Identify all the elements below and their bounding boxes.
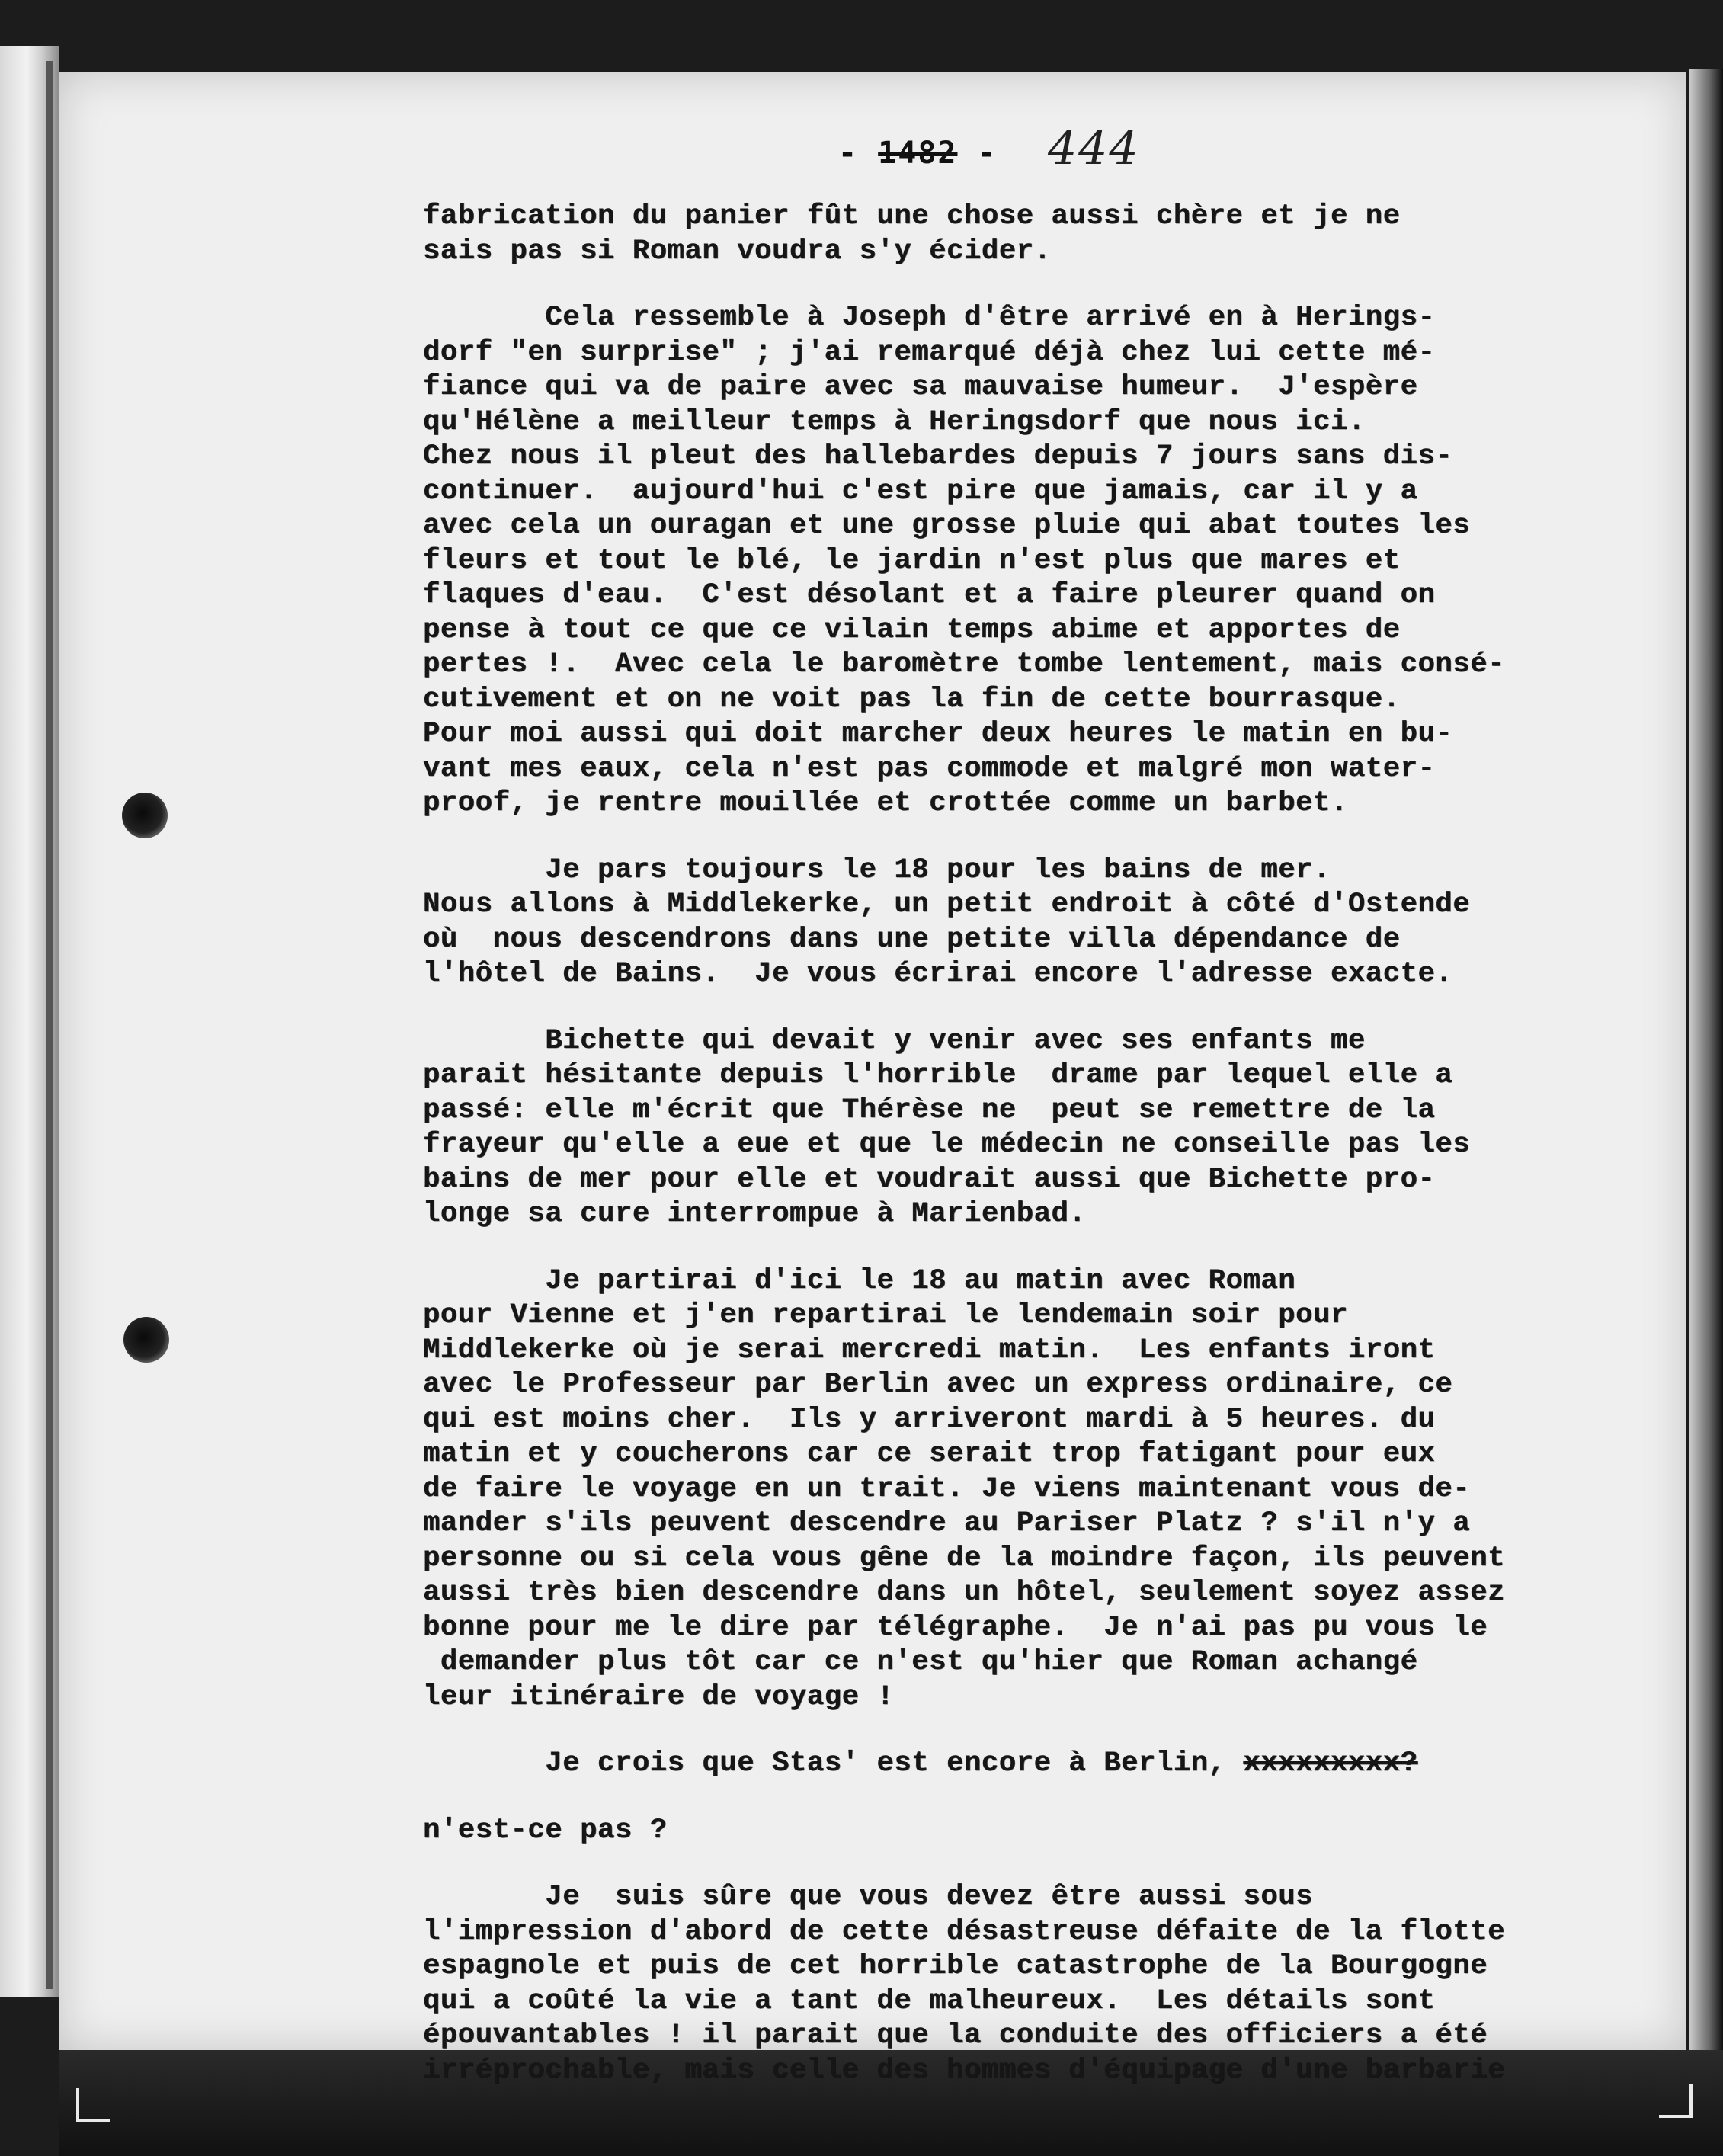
text-line <box>423 1747 1657 1782</box>
line-gap <box>423 1782 1657 1814</box>
text-line: bonne pour me le dire par télégraphe. Je n'ai pas pu vous le <box>423 1611 1488 1644</box>
page-number-prefix: - <box>838 136 879 171</box>
text-line: vant mes eaux, cela n'est pas commode et malgré mon water- <box>423 752 1436 785</box>
paragraph-gap <box>423 1848 1657 1880</box>
paragraph <box>423 854 1657 992</box>
line-text: Je crois que Stas' est encore à Berlin, <box>423 1748 1244 1780</box>
punch-hole-top <box>122 793 168 838</box>
paragraph <box>423 1264 1657 1716</box>
text-line: longe sa cure interrompue à Marienbad. <box>423 1198 1087 1230</box>
text-line: qu'Hélène a meilleur temps à Heringsdorf que nous ici. <box>423 405 1366 438</box>
text-line: où nous descendrons dans une petite villa dépendance de <box>423 923 1401 956</box>
text-line: qui a coûté la vie a tant de malheureux. Les détails sont <box>423 1985 1436 2017</box>
text-line: bains de mer pour elle et voudrait aussi que Bichette pro- <box>423 1163 1436 1196</box>
text-line: Bichette qui devait y venir avec ses enfants me <box>423 1024 1366 1057</box>
text-line: qui est moins cher. Ils y arriveront mardi à 5 heures. du <box>423 1403 1436 1436</box>
text-line: mander s'ils peuvent descendre au Pariser Platz ? s'il n'y a <box>423 1507 1471 1539</box>
text-line: pour Vienne et j'en repartirai le lendemain soir pour <box>423 1299 1348 1331</box>
text-line: dorf "en surprise" ; j'ai remarqué déjà chez lui cette mé- <box>423 336 1436 369</box>
text-line: demander plus tôt car ce n'est qu'hier que Roman achangé <box>423 1646 1418 1678</box>
text-line: Nous allons à Middlekerke, un petit endroit à côté d'Ostende <box>423 889 1471 921</box>
text-line: sais pas si Roman voudra s'y écider. <box>423 235 1052 267</box>
paragraph-gap <box>423 269 1657 301</box>
text-line: l'impression d'abord de cette désastreuse défaite de la flotte <box>423 1915 1506 1948</box>
text-line: de faire le voyage en un trait. Je viens maintenant vous de- <box>423 1472 1471 1505</box>
paragraph <box>423 1024 1657 1232</box>
text-line: fleurs et tout le blé, le jardin n'est plus que mares et <box>423 544 1401 577</box>
text-line: matin et y coucherons car ce serait trop fatigant pour eux <box>423 1438 1436 1470</box>
letter-body <box>423 200 1657 2088</box>
text-line: Pour moi aussi qui doit marcher deux heures le matin en bu- <box>423 718 1453 750</box>
paragraph-gap <box>423 1715 1657 1747</box>
handwritten-page-number: 444 <box>1048 122 1140 175</box>
page-stack-edge <box>1689 69 1723 2050</box>
binder-edge <box>46 61 53 1989</box>
page-number-suffix: - <box>957 136 998 171</box>
text-line: personne ou si cela vous gêne de la moindre façon, ils peuvent <box>423 1542 1506 1575</box>
text-line: leur itinéraire de voyage ! <box>423 1680 895 1713</box>
typed-page-number <box>838 136 998 171</box>
text-line: Je pars toujours le 18 pour les bains de mer. <box>423 854 1331 886</box>
text-line: parait hésitante depuis l'horrible drame par lequel elle a <box>423 1059 1453 1091</box>
paragraph-gap <box>423 1232 1657 1264</box>
paragraph <box>423 1880 1657 2088</box>
text-line: n'est-ce pas ? <box>423 1814 668 1847</box>
text-line: épouvantables ! il parait que la conduite des officiers a été <box>423 2020 1488 2052</box>
struck-page-number: 1482 <box>878 136 958 171</box>
paragraph <box>423 301 1657 822</box>
text-line: Je partirai d'ici le 18 au matin avec Roman <box>423 1264 1296 1297</box>
text-line: flaques d'eau. C'est désolant et a faire pleurer quand on <box>423 579 1436 611</box>
text-line: pertes !. Avec cela le baromètre tombe lentement, mais consé- <box>423 649 1506 681</box>
paragraph <box>423 1747 1657 1848</box>
text-line: frayeur qu'elle a eue et que le médecin ne conseille pas les <box>423 1129 1471 1161</box>
text-line: proof, je rentre mouillée et crottée comme un barbet. <box>423 787 1348 819</box>
text-line: espagnole et puis de cet horrible catastrophe de la Bourgogne <box>423 1950 1488 1982</box>
text-line: pense à tout ce que ce vilain temps abime et apportes de <box>423 613 1401 646</box>
text-line: Chez nous il pleut des hallebardes depuis 7 jours sans dis- <box>423 440 1453 473</box>
text-line: avec le Professeur par Berlin avec un express ordinaire, ce <box>423 1369 1453 1401</box>
text-line: cutivement et on ne voit pas la fin de cette bourrasque. <box>423 683 1401 716</box>
punch-hole-bottom <box>123 1317 169 1363</box>
text-line: l'hôtel de Bains. Je vous écrirai encore l'adresse exacte. <box>423 958 1453 990</box>
text-line: passé: elle m'écrit que Thérèse ne peut se remettre de la <box>423 1094 1436 1126</box>
text-line: avec cela un ouragan et une grosse pluie qui abat toutes les <box>423 510 1471 542</box>
text-line: Cela ressemble à Joseph d'être arrivé en à Herings- <box>423 302 1436 334</box>
paragraph-gap <box>423 822 1657 854</box>
text-line: Middlekerke où je serai mercredi matin. Les enfants iront <box>423 1334 1436 1366</box>
text-line: Je suis sûre que vous devez être aussi sous <box>423 1881 1314 1913</box>
text-line: fabrication du panier fût une chose aussi chère et je ne <box>423 200 1401 232</box>
paragraph-gap <box>423 992 1657 1024</box>
crop-mark-bottom-left <box>76 2088 110 2122</box>
text-line: irréprochable, mais celle des hommes d'équipage d'une barbarie <box>423 2054 1506 2087</box>
text-line: aussi très bien descendre dans un hôtel, seulement soyez assez <box>423 1577 1506 1609</box>
struck-text: xxxxxxxxx? <box>1243 1748 1418 1780</box>
text-line: continuer. aujourd'hui c'est pire que jamais, car il y a <box>423 475 1418 508</box>
text-line: fiance qui va de paire avec sa mauvaise humeur. J'espère <box>423 371 1418 403</box>
paragraph <box>423 200 1657 269</box>
crop-mark-bottom-right <box>1659 2084 1693 2118</box>
